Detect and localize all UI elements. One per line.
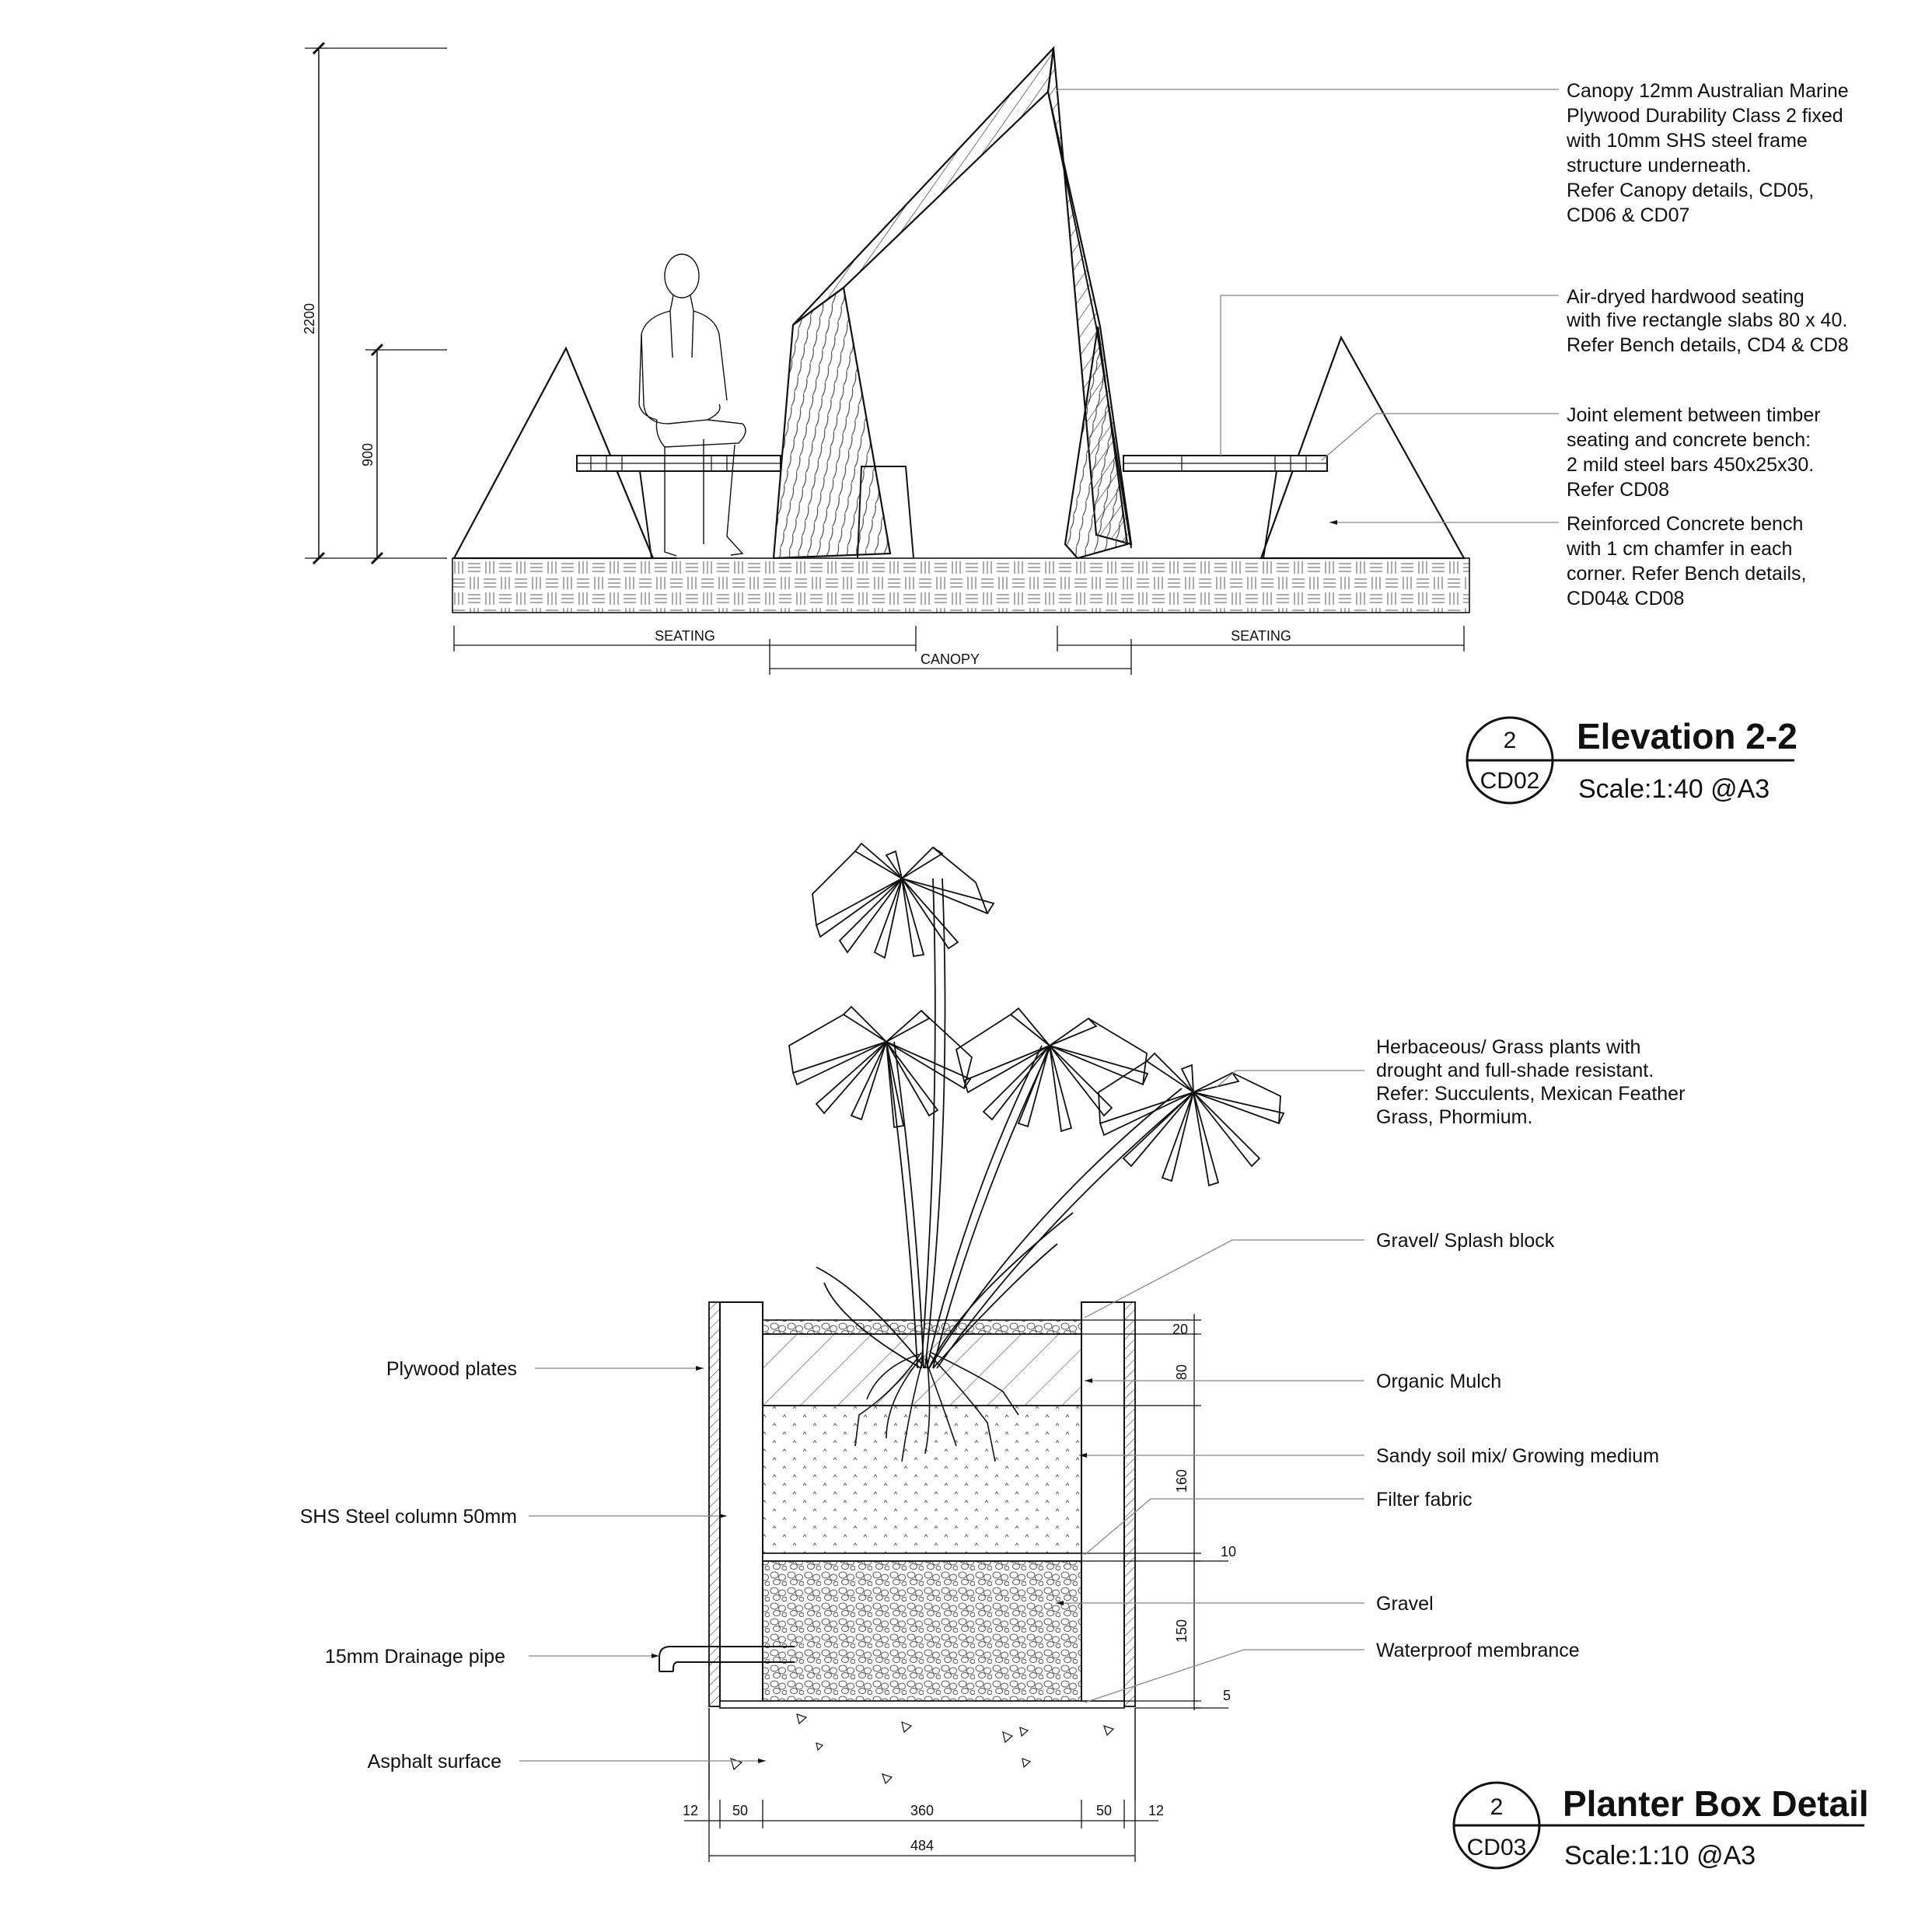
plants-note-line: Refer: Succulents, Mexican Feather <box>1376 1083 1686 1105</box>
width-dimensions <box>683 1800 1164 1862</box>
dim-150: 150 <box>1174 1619 1190 1643</box>
canopy-note-line: Canopy 12mm Australian Marine <box>1567 80 1849 102</box>
filter-fabric-note: Filter fabric <box>1376 1489 1473 1511</box>
planter-title-block <box>1454 1783 1869 1870</box>
filter-fabric-layer <box>763 1553 1081 1561</box>
planter-title: Planter Box Detail <box>1563 1783 1869 1824</box>
dim-12-left: 12 <box>682 1803 699 1818</box>
right-steel-column <box>1081 1302 1124 1706</box>
right-concrete-bench <box>1261 337 1464 558</box>
seat-height-dimension <box>360 344 447 564</box>
title-number: 2 <box>1490 1794 1504 1820</box>
elevation-scale: Scale:1:40 @A3 <box>1578 774 1770 804</box>
canopy-note-line: Plywood Durability Class 2 fixed <box>1567 105 1843 127</box>
canopy <box>774 48 1131 558</box>
dim-160: 160 <box>1174 1469 1190 1493</box>
elevation-drawing <box>302 43 1849 804</box>
gravel-layer <box>763 1561 1081 1701</box>
membrane-layer <box>720 1701 1124 1708</box>
plant-stems <box>816 878 1190 1368</box>
left-timber-seat <box>577 456 781 558</box>
dim-seating-right: SEATING <box>1231 628 1291 644</box>
asphalt-surface <box>709 1708 1135 1800</box>
left-concrete-bench <box>454 348 653 558</box>
plants-note-line: drought and full-shade resistant. <box>1376 1060 1654 1081</box>
joint-note-line: 2 mild steel bars 450x25x30. <box>1567 454 1815 476</box>
joint-note <box>1567 404 1821 501</box>
planter-drawing <box>300 844 1869 1870</box>
gravel-splash-note: Gravel/ Splash block <box>1376 1230 1555 1252</box>
gravel-note: Gravel <box>1376 1593 1434 1615</box>
joint-note-line: Refer CD08 <box>1567 479 1669 501</box>
canopy-note-line: Refer Canopy details, CD05, <box>1567 180 1815 201</box>
seating-note <box>1566 286 1849 356</box>
seating-note-line: Air-dryed hardwood seating <box>1567 286 1804 308</box>
dim-50-right: 50 <box>1095 1803 1113 1818</box>
pipe-note: 15mm Drainage pipe <box>324 1646 505 1668</box>
title-sheet: CD03 <box>1466 1835 1527 1860</box>
elevation-title-block <box>1467 716 1797 804</box>
height-dimension <box>302 43 447 564</box>
seating-note-line: with five rectangle slabs 80 x 40. <box>1567 309 1848 331</box>
dim-360: 360 <box>910 1803 935 1818</box>
dim-20: 20 <box>1172 1322 1189 1337</box>
dim-900: 900 <box>360 442 376 467</box>
dim-12-right: 12 <box>1148 1803 1165 1818</box>
dim-50-left: 50 <box>732 1803 749 1818</box>
dim-484: 484 <box>910 1838 935 1853</box>
plants-note <box>1376 1036 1685 1128</box>
plant-leaves <box>789 844 1284 1186</box>
canopy-note-line: CD06 & CD07 <box>1567 204 1690 226</box>
seating-note-line: Refer Bench details, CD4 & CD8 <box>1567 334 1849 356</box>
title-sheet: CD02 <box>1480 768 1540 794</box>
title-number: 2 <box>1503 728 1517 753</box>
joint-note-line: Joint element between timber <box>1567 404 1821 426</box>
joint-note-line: seating and concrete bench: <box>1567 429 1811 451</box>
dim-5: 5 <box>1222 1688 1232 1703</box>
planter-scale: Scale:1:10 @A3 <box>1564 1841 1756 1870</box>
concrete-note <box>1566 513 1807 609</box>
person-figure <box>639 254 746 556</box>
dim-10: 10 <box>1220 1544 1237 1560</box>
asphalt-note: Asphalt surface <box>367 1751 501 1773</box>
canopy-note-line: structure underneath. <box>1567 155 1752 176</box>
right-plywood-plate <box>1124 1302 1135 1706</box>
concrete-note-line: Reinforced Concrete bench <box>1567 513 1804 535</box>
concrete-note-line: with 1 cm chamfer in each <box>1567 538 1793 560</box>
paving-ground <box>452 558 1469 613</box>
plants-note-line: Herbaceous/ Grass plants with <box>1376 1036 1641 1058</box>
column-note: SHS Steel column 50mm <box>299 1506 517 1528</box>
canopy-note-line: with 10mm SHS steel frame <box>1567 130 1808 152</box>
soil-layer <box>763 1406 1081 1553</box>
organic-mulch-note: Organic Mulch <box>1376 1371 1502 1392</box>
soil-note: Sandy soil mix/ Growing medium <box>1376 1445 1660 1467</box>
elevation-title: Elevation 2-2 <box>1577 716 1797 756</box>
concrete-note-line: CD04& CD08 <box>1567 588 1685 609</box>
canopy-note <box>1566 80 1849 226</box>
plants-note-line: Grass, Phormium. <box>1376 1106 1533 1128</box>
right-timber-seat <box>1123 456 1327 558</box>
seating-canopy-dimensions <box>454 626 1464 675</box>
dim-80: 80 <box>1174 1364 1190 1381</box>
membrane-note: Waterproof membrance <box>1376 1640 1580 1661</box>
dim-seating-left: SEATING <box>655 628 715 644</box>
concrete-note-line: corner. Refer Bench details, <box>1567 563 1807 585</box>
dim-canopy: CANOPY <box>920 651 980 667</box>
plywood-note: Plywood plates <box>386 1358 517 1380</box>
dim-2200: 2200 <box>302 302 317 335</box>
